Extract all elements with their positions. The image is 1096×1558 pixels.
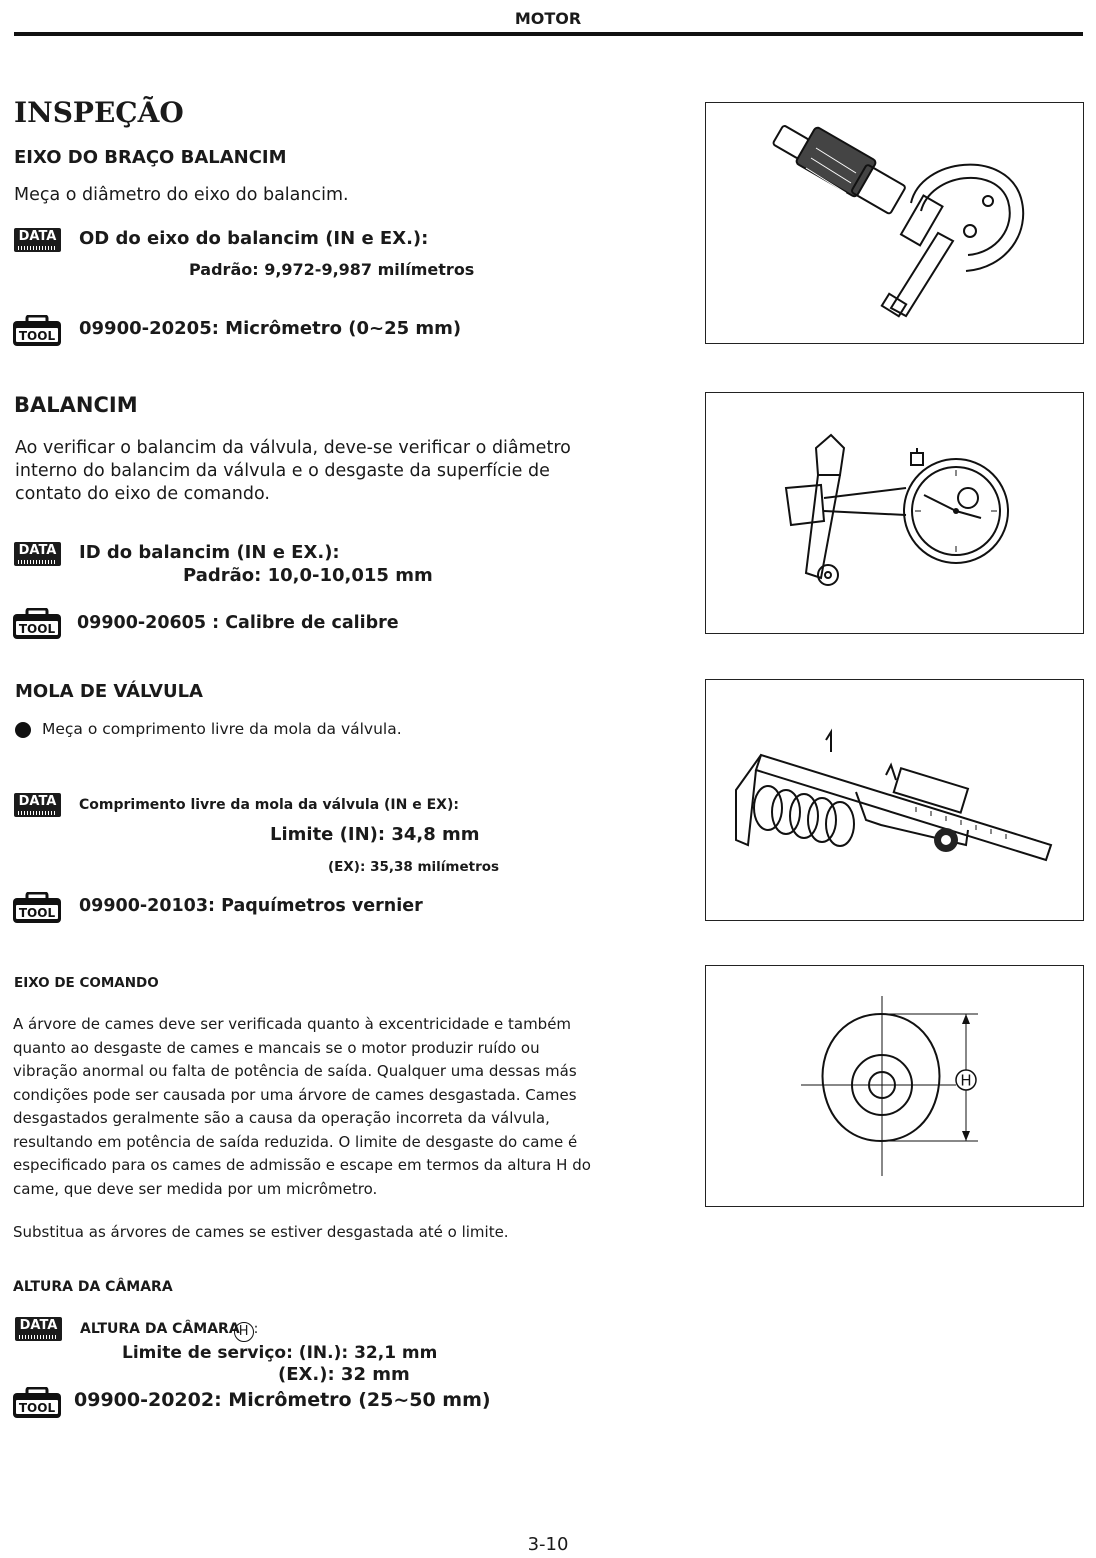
camshaft-paragraph-line: especificado para os cames de admissão e escape em termos da altura H do <box>13 1156 591 1174</box>
rocker-arm-heading: BALANCIM <box>14 393 138 417</box>
rocker-shaft-data-value: Padrão: 9,972-9,987 milímetros <box>189 260 475 279</box>
data-badge-label: DATA <box>18 794 57 809</box>
cam-height-heading: ALTURA DA CÂMARA <box>13 1279 173 1295</box>
rocker-shaft-instruction: Meça o diâmetro do eixo do balancim. <box>14 185 349 205</box>
header-rule <box>14 32 1083 36</box>
data-badge-label: DATA <box>18 543 57 558</box>
h-marker-icon: H <box>234 1322 254 1342</box>
cam-height-tool: 09900-20202: Micrômetro (25~50 mm) <box>74 1389 491 1411</box>
cam-lobe-figure <box>705 965 1084 1207</box>
valve-spring-limit-in: Limite (IN): 34,8 mm <box>270 824 480 845</box>
tool-badge-label: TOOL <box>18 1401 56 1415</box>
rocker-arm-tool: 09900-20605 : Calibre de calibre <box>77 613 399 633</box>
camshaft-heading: EIXO DE COMANDO <box>14 975 159 991</box>
micrometer-illustration <box>706 103 1083 343</box>
camshaft-replace-note: Substitua as árvores de cames se estiver desgastada até o limite. <box>13 1223 509 1241</box>
micrometer-figure <box>705 102 1084 344</box>
valve-spring-heading: MOLA DE VÁLVULA <box>15 681 203 702</box>
cam-height-marker-label: H <box>960 1071 972 1090</box>
rocker-arm-paragraph-line: interno do balancim da válvula e o desgaste da superfície de <box>15 461 550 481</box>
cam-height-data-label-text: ALTURA DA CÂMARA <box>80 1321 240 1337</box>
camshaft-paragraph-line: condições pode ser causada por uma árvore de cames desgastada. Cames <box>13 1085 577 1104</box>
caliper-gauge-illustration <box>706 393 1083 633</box>
data-badge-icon <box>15 1317 62 1341</box>
data-badge-icon <box>14 228 61 252</box>
rocker-arm-paragraph <box>15 437 571 506</box>
bullet-icon <box>15 722 31 738</box>
cam-lobe-illustration <box>706 966 1083 1206</box>
header-title: MOTOR <box>514 9 582 28</box>
tool-badge-label: TOOL <box>18 622 56 636</box>
valve-spring-data-label: Comprimento livre da mola da válvula (IN e EX): <box>79 797 459 813</box>
camshaft-paragraph-line: quanto ao desgaste de cames e mancais se o motor produzir ruído ou <box>13 1038 540 1057</box>
caliper-gauge-figure <box>705 392 1084 634</box>
camshaft-paragraph <box>13 1013 653 1201</box>
rocker-arm-paragraph-line: contato do eixo de comando. <box>15 484 270 504</box>
camshaft-paragraph-line: resultando em potência de saída reduzida. O limite de desgaste do came é <box>13 1132 578 1151</box>
rocker-arm-data-value: Padrão: 10,0-10,015 mm <box>183 565 433 586</box>
tool-badge-label: TOOL <box>18 906 56 920</box>
valve-spring-limit-ex: (EX): 35,38 milímetros <box>328 859 500 875</box>
camshaft-paragraph-line: came, que deve ser medida por um micrômetro. <box>13 1179 378 1198</box>
camshaft-paragraph-line: A árvore de cames deve ser verificada quanto à excentricidade e também <box>13 1015 572 1033</box>
gauge-center-dot <box>953 508 959 514</box>
valve-spring-tool: 09900-20103: Paquímetros vernier <box>79 896 423 916</box>
data-badge-label: DATA <box>18 229 57 244</box>
toolbox-icon <box>12 1387 62 1419</box>
data-badge-icon <box>14 542 61 566</box>
page-title: INSPEÇÃO <box>14 96 184 129</box>
rocker-shaft-data-label: OD do eixo do balancim (IN e EX.): <box>79 228 429 249</box>
data-badge-label: DATA <box>19 1318 58 1333</box>
toolbox-icon <box>12 315 62 347</box>
camshaft-paragraph-line: vibração anormal ou falta de potência de saída. Qualquer uma dessas más <box>13 1062 577 1080</box>
cam-height-data-label <box>80 1321 258 1342</box>
toolbox-icon <box>12 892 62 924</box>
camshaft-paragraph-line: desgastados geralmente são a causa da operação incorreta da válvula, <box>13 1109 550 1127</box>
dimension-arrow-top <box>962 1014 970 1024</box>
valve-spring-bullet: Meça o comprimento livre da mola da válvula. <box>42 720 402 738</box>
rocker-shaft-tool: 09900-20205: Micrômetro (0~25 mm) <box>79 318 462 339</box>
rocker-arm-paragraph-line: Ao verificar o balancim da válvula, deve-se verificar o diâmetro <box>15 438 571 458</box>
vernier-caliper-figure <box>705 679 1084 921</box>
rocker-shaft-heading: EIXO DO BRAÇO BALANCIM <box>14 147 287 168</box>
cam-height-data-label-colon: : <box>253 1321 259 1337</box>
cam-height-limit-ex: (EX.): 32 mm <box>278 1364 410 1385</box>
vernier-caliper-illustration <box>706 680 1083 920</box>
tool-badge-label: TOOL <box>18 329 56 343</box>
rocker-arm-data-label: ID do balancim (IN e EX.): <box>79 542 340 563</box>
toolbox-icon <box>12 608 62 640</box>
page-number: 3-10 <box>527 1534 569 1555</box>
cam-height-limit-in: Limite de serviço: (IN.): 32,1 mm <box>122 1343 438 1363</box>
data-badge-icon <box>14 793 61 817</box>
thumb-wheel-hub <box>941 835 951 845</box>
dimension-arrow-bottom <box>962 1131 970 1141</box>
